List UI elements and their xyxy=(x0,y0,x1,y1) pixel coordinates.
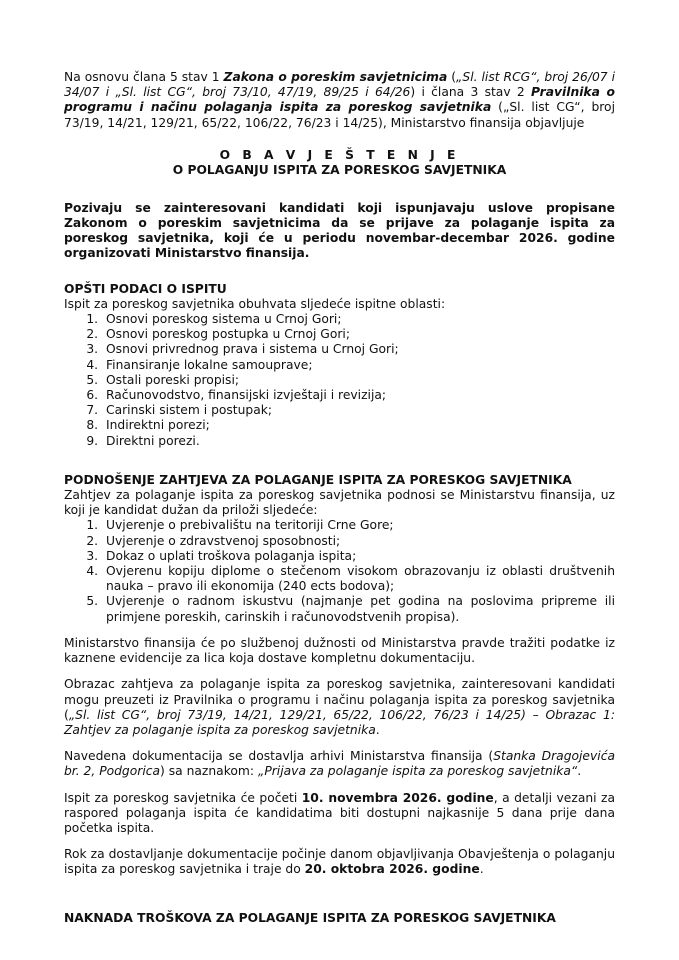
archive-address: Stanka Dragojevića br. 2, Podgorica xyxy=(64,749,615,779)
form-paragraph xyxy=(64,677,615,738)
required-documents-list xyxy=(64,518,615,624)
general-section-intro: Ispit za poreskog savjetnika obuhvata sljedeće ispitne oblasti: xyxy=(64,296,446,311)
costs-section-heading: NAKNADA TROŠKOVA ZA POLAGANJE ISPITA ZA PORESKOG SAVJETNIKA xyxy=(64,910,556,925)
submission-text-2: ) sa naznakom: xyxy=(160,764,258,779)
form-reference: „Sl. list CG“, broj 73/19, 14/21, 129/21, 65/22, 106/22, 76/23 i 14/25) – Obrazac 1: Zahtjev za polaganje ispita za poreskog savjetnika xyxy=(64,707,615,737)
deadline-text-1: Rok za dostavljanje dokumentacije počinje danom objavljivanja Obavještenja o polaganju ispita za poreskog savjetnika i traje do xyxy=(64,847,615,877)
deadline-date: 20. oktobra 2026. godine xyxy=(304,862,480,877)
submission-text-3: . xyxy=(577,764,582,779)
list-item: 1. Uvjerenje o prebivalištu na teritoriji Crne Gore; xyxy=(102,518,615,533)
list-item: 4. Ovjerenu kopiju diplome o stečenom visokom obrazovanju iz oblasti društvenih nauka – pravo ili ekonomija (240 ects bodova); xyxy=(102,564,615,594)
intro-text-1: Na osnovu člana 5 stav 1 xyxy=(64,70,224,84)
list-item: 5. Uvjerenje o radnom iskustvu (najmanje pet godina na poslovima pripreme ili primjene poreskih, carinskih i računovodstvenih propisa). xyxy=(102,594,615,624)
general-section-heading: OPŠTI PODACI O ISPITU xyxy=(64,281,227,296)
submission-paragraph xyxy=(64,749,615,779)
law-references: „Sl. list RCG“, broj 26/07 i 34/07 i „Sl. list CG“, broj 73/10, 47/19, 89/25 i 64/26 xyxy=(64,70,615,100)
intro-text-4: („Sl. list CG“, broj 73/19, 14/21, 129/21, 65/22, 106/22, 76/23 i 14/25), Ministarstvo finansija objavljuje xyxy=(64,100,615,130)
law-title: Zakona o poreskim savjetnicima xyxy=(223,70,448,84)
list-item: 2. Osnovi poreskog postupka u Crnoj Gori; xyxy=(102,327,615,342)
notice-title xyxy=(64,148,615,179)
list-item: 2. Uvjerenje o zdravstvenoj sposobnosti; xyxy=(102,534,615,549)
form-text-2: . xyxy=(375,722,380,737)
list-item: 1. Osnovi poreskog sistema u Crnoj Gori; xyxy=(102,312,615,327)
intro-paragraph xyxy=(64,70,615,131)
submission-text-1: Navedena dokumentacija se dostavlja arhivi Ministarstva finansija ( xyxy=(64,749,494,764)
list-item: 4. Finansiranje lokalne samouprave; xyxy=(102,358,615,373)
deadline-paragraph xyxy=(64,847,615,877)
list-item: 8. Indirektni porezi; xyxy=(102,418,615,433)
exam-start-date: 10. novembra 2026. godine xyxy=(301,790,494,805)
notice-title-line-1: O B A V J E Š T E N J E xyxy=(219,147,460,162)
document-page xyxy=(64,70,615,926)
list-item: 6. Računovodstvo, finansijski izvještaji i revizija; xyxy=(102,388,615,403)
list-item: 3. Osnovi privrednog prava i sistema u Crnoj Gori; xyxy=(102,342,615,357)
application-section-intro: Zahtjev za polaganje ispita za poreskog savjetnika podnosi se Ministarstvu finansija, uz koji je kandidat dužan da priloži sljedeće: xyxy=(64,488,615,518)
submission-label: „Prijava za polaganje ispita za poreskog savjetnika“ xyxy=(257,764,578,779)
notice-title-line-2: O POLAGANJU ISPITA ZA PORESKOG SAVJETNIKA xyxy=(172,163,507,178)
form-text-1: Obrazac zahtjeva za polaganje ispita za poreskog savjetnika, zainteresovani kandidati mogu preuzeti iz Pravilnika o programu i načinu polaganja ispita za poreskog savjetnika ( xyxy=(64,677,615,722)
intro-text-3: ) i člana 3 stav 2 xyxy=(410,85,532,100)
list-item: 9. Direktni porezi. xyxy=(102,434,615,449)
exam-areas-list xyxy=(64,312,615,449)
deadline-text-2: . xyxy=(479,862,484,877)
application-section-heading: PODNOŠENJE ZAHTJEVA ZA POLAGANJE ISPITA ZA PORESKOG SAVJETNIKA xyxy=(64,472,572,487)
exam-start-text-2: , a detalji vezani za raspored polaganja ispita će kandidatima biti dostupni najkasnije 5 dana prije dana početka ispita. xyxy=(64,790,615,835)
intro-text-2: ( xyxy=(447,70,457,84)
lead-paragraph: Pozivaju se zainteresovani kandidati koji ispunjavaju uslove propisane Zakonom o poreskim savjetnicima da se prijave za polaganje ispita za poreskog savjetnika, koji će u periodu novembar-decembar 2026. godine organizovati Ministarstvo finansija. xyxy=(64,200,615,261)
criminal-records-paragraph: Ministarstvo finansija će po službenoj dužnosti od Ministarstva pravde tražiti podatke iz kaznene evidencije za lica koja dostave kompletnu dokumentaciju. xyxy=(64,635,615,666)
exam-start-paragraph xyxy=(64,791,615,837)
list-item: 3. Dokaz o uplati troškova polaganja ispita; xyxy=(102,549,615,564)
rulebook-title: Pravilnika o programu i načinu polaganja ispita za poreskog savjetnika xyxy=(64,85,616,115)
exam-start-text-1: Ispit za poreskog savjetnika će početi xyxy=(64,790,302,805)
list-item: 5. Ostali poreski propisi; xyxy=(102,373,615,388)
list-item: 7. Carinski sistem i postupak; xyxy=(102,403,615,418)
